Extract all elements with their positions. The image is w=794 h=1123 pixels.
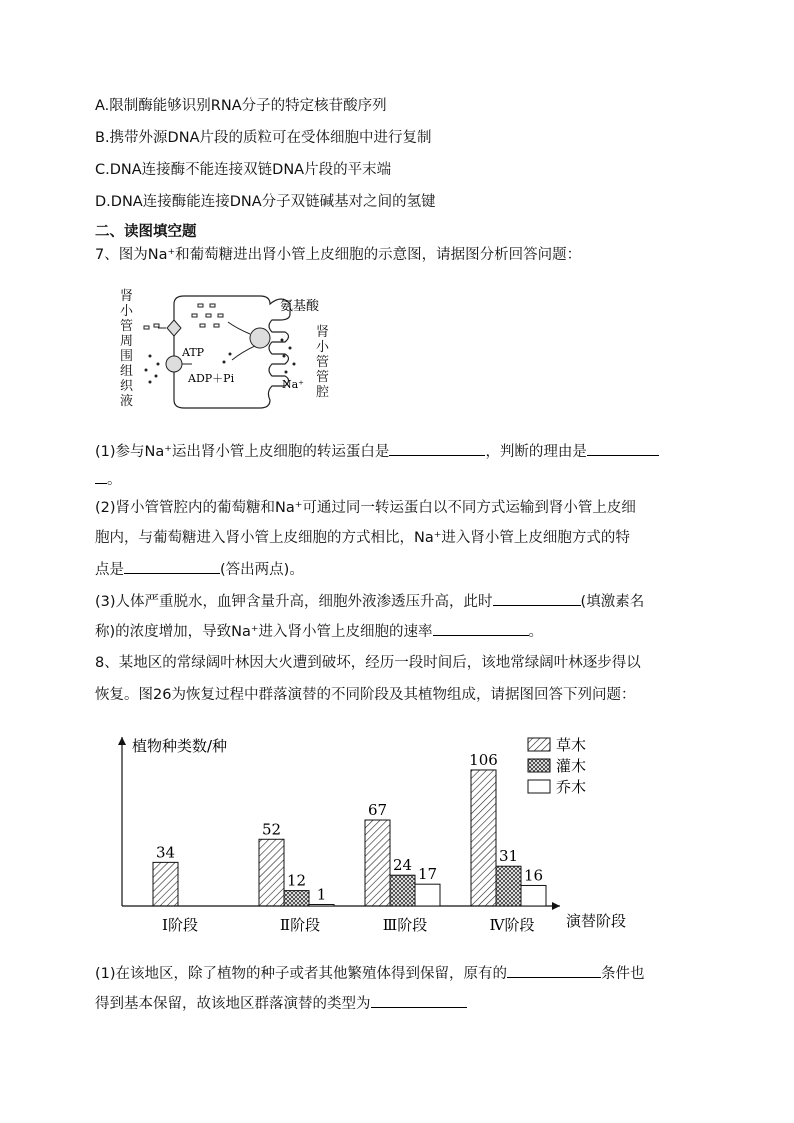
bar [521, 885, 546, 906]
left-label-char: 肾 [120, 289, 134, 304]
left-label-char: 小 [120, 304, 134, 319]
q7-p2-l1: (2)肾小管管腔内的葡萄糖和Na⁺可通过同一转运蛋白以不同方式运输到肾小管上皮细 [95, 500, 636, 516]
left-label-char: 围 [120, 349, 134, 364]
x-axis-arrow [552, 902, 560, 910]
q7-p1-end: 。 [107, 472, 122, 488]
q7-p3-text-c: 称)的浓度增加，导致Na⁺进入肾小管上皮细胞的速率 [95, 624, 433, 640]
option-a: A.限制酶能够识别RNA分子的特定核苷酸序列 [95, 98, 387, 114]
right-label [316, 324, 330, 400]
section-title: 二、读图填空题 [95, 224, 197, 240]
x-axis-label: 演替阶段 [566, 912, 627, 930]
q7-answer-blank[interactable] [493, 590, 581, 606]
right-label-char: 管 [316, 370, 330, 385]
legend-label: 草木 [556, 736, 587, 754]
left-label [120, 288, 134, 409]
bar-value-label: 24 [392, 856, 413, 875]
y-axis-arrow [118, 737, 126, 745]
q8-p1-text-c: 得到基本保留，故该地区群落演替的类型为 [95, 996, 371, 1012]
legend-label: 乔木 [556, 778, 587, 796]
q7-p3-text-d: 。 [528, 624, 544, 640]
adp-label: ADP＋Pi [188, 372, 235, 385]
q8-stem-l2: 恢复。图26为恢复过程中群落演替的不同阶段及其植物组成，请据图回答下列问题： [95, 687, 636, 703]
category-label: Ⅰ阶段 [162, 916, 198, 934]
legend-swatch [528, 759, 550, 772]
q8-answer-blank[interactable] [507, 962, 601, 978]
option-b: B.携带外源DNA片段的质粒可在受体细胞中进行复制 [95, 130, 432, 146]
q8-answer-blank[interactable] [371, 992, 467, 1008]
q8-p1-text-b: 条件也 [601, 966, 645, 982]
q7-answer-blank[interactable] [124, 558, 220, 574]
q7-p1-text-a: (1)参与Na⁺运出肾小管上皮细胞的转运蛋白是 [95, 444, 390, 460]
left-label-char: 管 [120, 319, 134, 334]
succession-bar-chart [100, 725, 660, 945]
chart-legend [528, 736, 586, 796]
left-label-char: 织 [120, 379, 134, 394]
atp-label: ATP [182, 346, 205, 359]
bar-value-label: 16 [523, 866, 544, 885]
q7-p3-text-b: (填激素名 [580, 594, 645, 610]
bar-value-label: 67 [367, 801, 388, 820]
y-axis-label: 植物种类数/种 [132, 737, 228, 755]
q7-answer-blank[interactable] [433, 620, 529, 636]
legend-swatch [528, 780, 550, 793]
bar-value-label: 12 [286, 871, 307, 890]
transporter-diamond [167, 320, 181, 336]
q8-p1-l2 [95, 992, 467, 1014]
q7-p3-l2 [95, 620, 543, 642]
q7-p1 [95, 440, 659, 462]
bar-value-label: 34 [155, 843, 176, 862]
q8-stem-l1: 8、某地区的常绿阔叶林因大火遭到破坏，经历一段时间后，该地常绿阔叶林逐步得以 [95, 655, 641, 671]
bar [496, 866, 521, 906]
bar [309, 905, 334, 907]
legend-label: 灌木 [556, 757, 587, 775]
q7-answer-blank[interactable] [587, 440, 659, 456]
category-label: Ⅳ阶段 [489, 916, 535, 934]
bar [153, 862, 178, 906]
bar [415, 884, 440, 906]
right-label-char: 管 [316, 355, 330, 370]
q8-p1-l1 [95, 962, 645, 984]
bar-value-label: 106 [469, 750, 498, 769]
left-label-char: 液 [120, 394, 134, 409]
q7-p3-l1 [95, 590, 644, 612]
left-label-char: 组 [120, 364, 134, 379]
legend-swatch [528, 738, 550, 751]
na-label: Na⁺ [282, 378, 304, 391]
category-label: Ⅲ阶段 [382, 916, 428, 934]
bar [365, 820, 390, 906]
q7-stem: 7、图为Na⁺和葡萄糖进出肾小管上皮细胞的示意图，请据图分析回答问题： [95, 247, 582, 263]
q7-answer-blank[interactable] [389, 440, 485, 456]
q7-p2-l3 [95, 558, 304, 580]
atp-pump [166, 356, 182, 372]
option-d: D.DNA连接酶能连接DNA分子双链碱基对之间的氢键 [95, 194, 436, 210]
q7-p2-l2: 胞内，与葡萄糖进入肾小管上皮细胞的方式相比，Na⁺进入肾小管上皮细胞方式的特 [95, 530, 630, 546]
category-label: Ⅱ阶段 [279, 916, 321, 934]
bar-value-label: 31 [498, 847, 519, 866]
q8-p1-text-a: (1)在该地区，除了植物的种子或者其他繁殖体得到保留，原有的 [95, 966, 508, 982]
q7-p2-text-a: 点是 [95, 562, 124, 578]
right-label-char: 小 [316, 340, 330, 355]
bar [390, 875, 415, 906]
right-label-char: 肾 [316, 325, 330, 340]
q7-p2-text-b: (答出两点)。 [220, 562, 304, 578]
glucose-molecules [144, 304, 223, 329]
bar [259, 839, 284, 906]
amino-acid-label: 氨基酸 [280, 299, 320, 314]
bar [284, 891, 309, 906]
left-label-char: 周 [120, 334, 134, 349]
q7-p1-text-b: ，判断的理由是 [485, 444, 587, 460]
cotransporter [250, 328, 270, 348]
bar [471, 770, 496, 906]
chart-bars [153, 770, 546, 906]
right-label-char: 腔 [316, 385, 330, 400]
bar-value-label: 1 [316, 885, 327, 904]
q7-answer-blank[interactable] [95, 468, 107, 484]
q7-p3-text-a: (3)人体严重脱水，血钾含量升高，细胞外液渗透压升高，此时 [95, 594, 493, 610]
q7-p1-cont [95, 468, 122, 490]
option-c: C.DNA连接酶不能连接双链DNA片段的平末端 [95, 162, 392, 178]
bar-value-label: 17 [417, 865, 438, 884]
q7-diagram [110, 284, 350, 424]
bar-value-label: 52 [261, 820, 282, 839]
